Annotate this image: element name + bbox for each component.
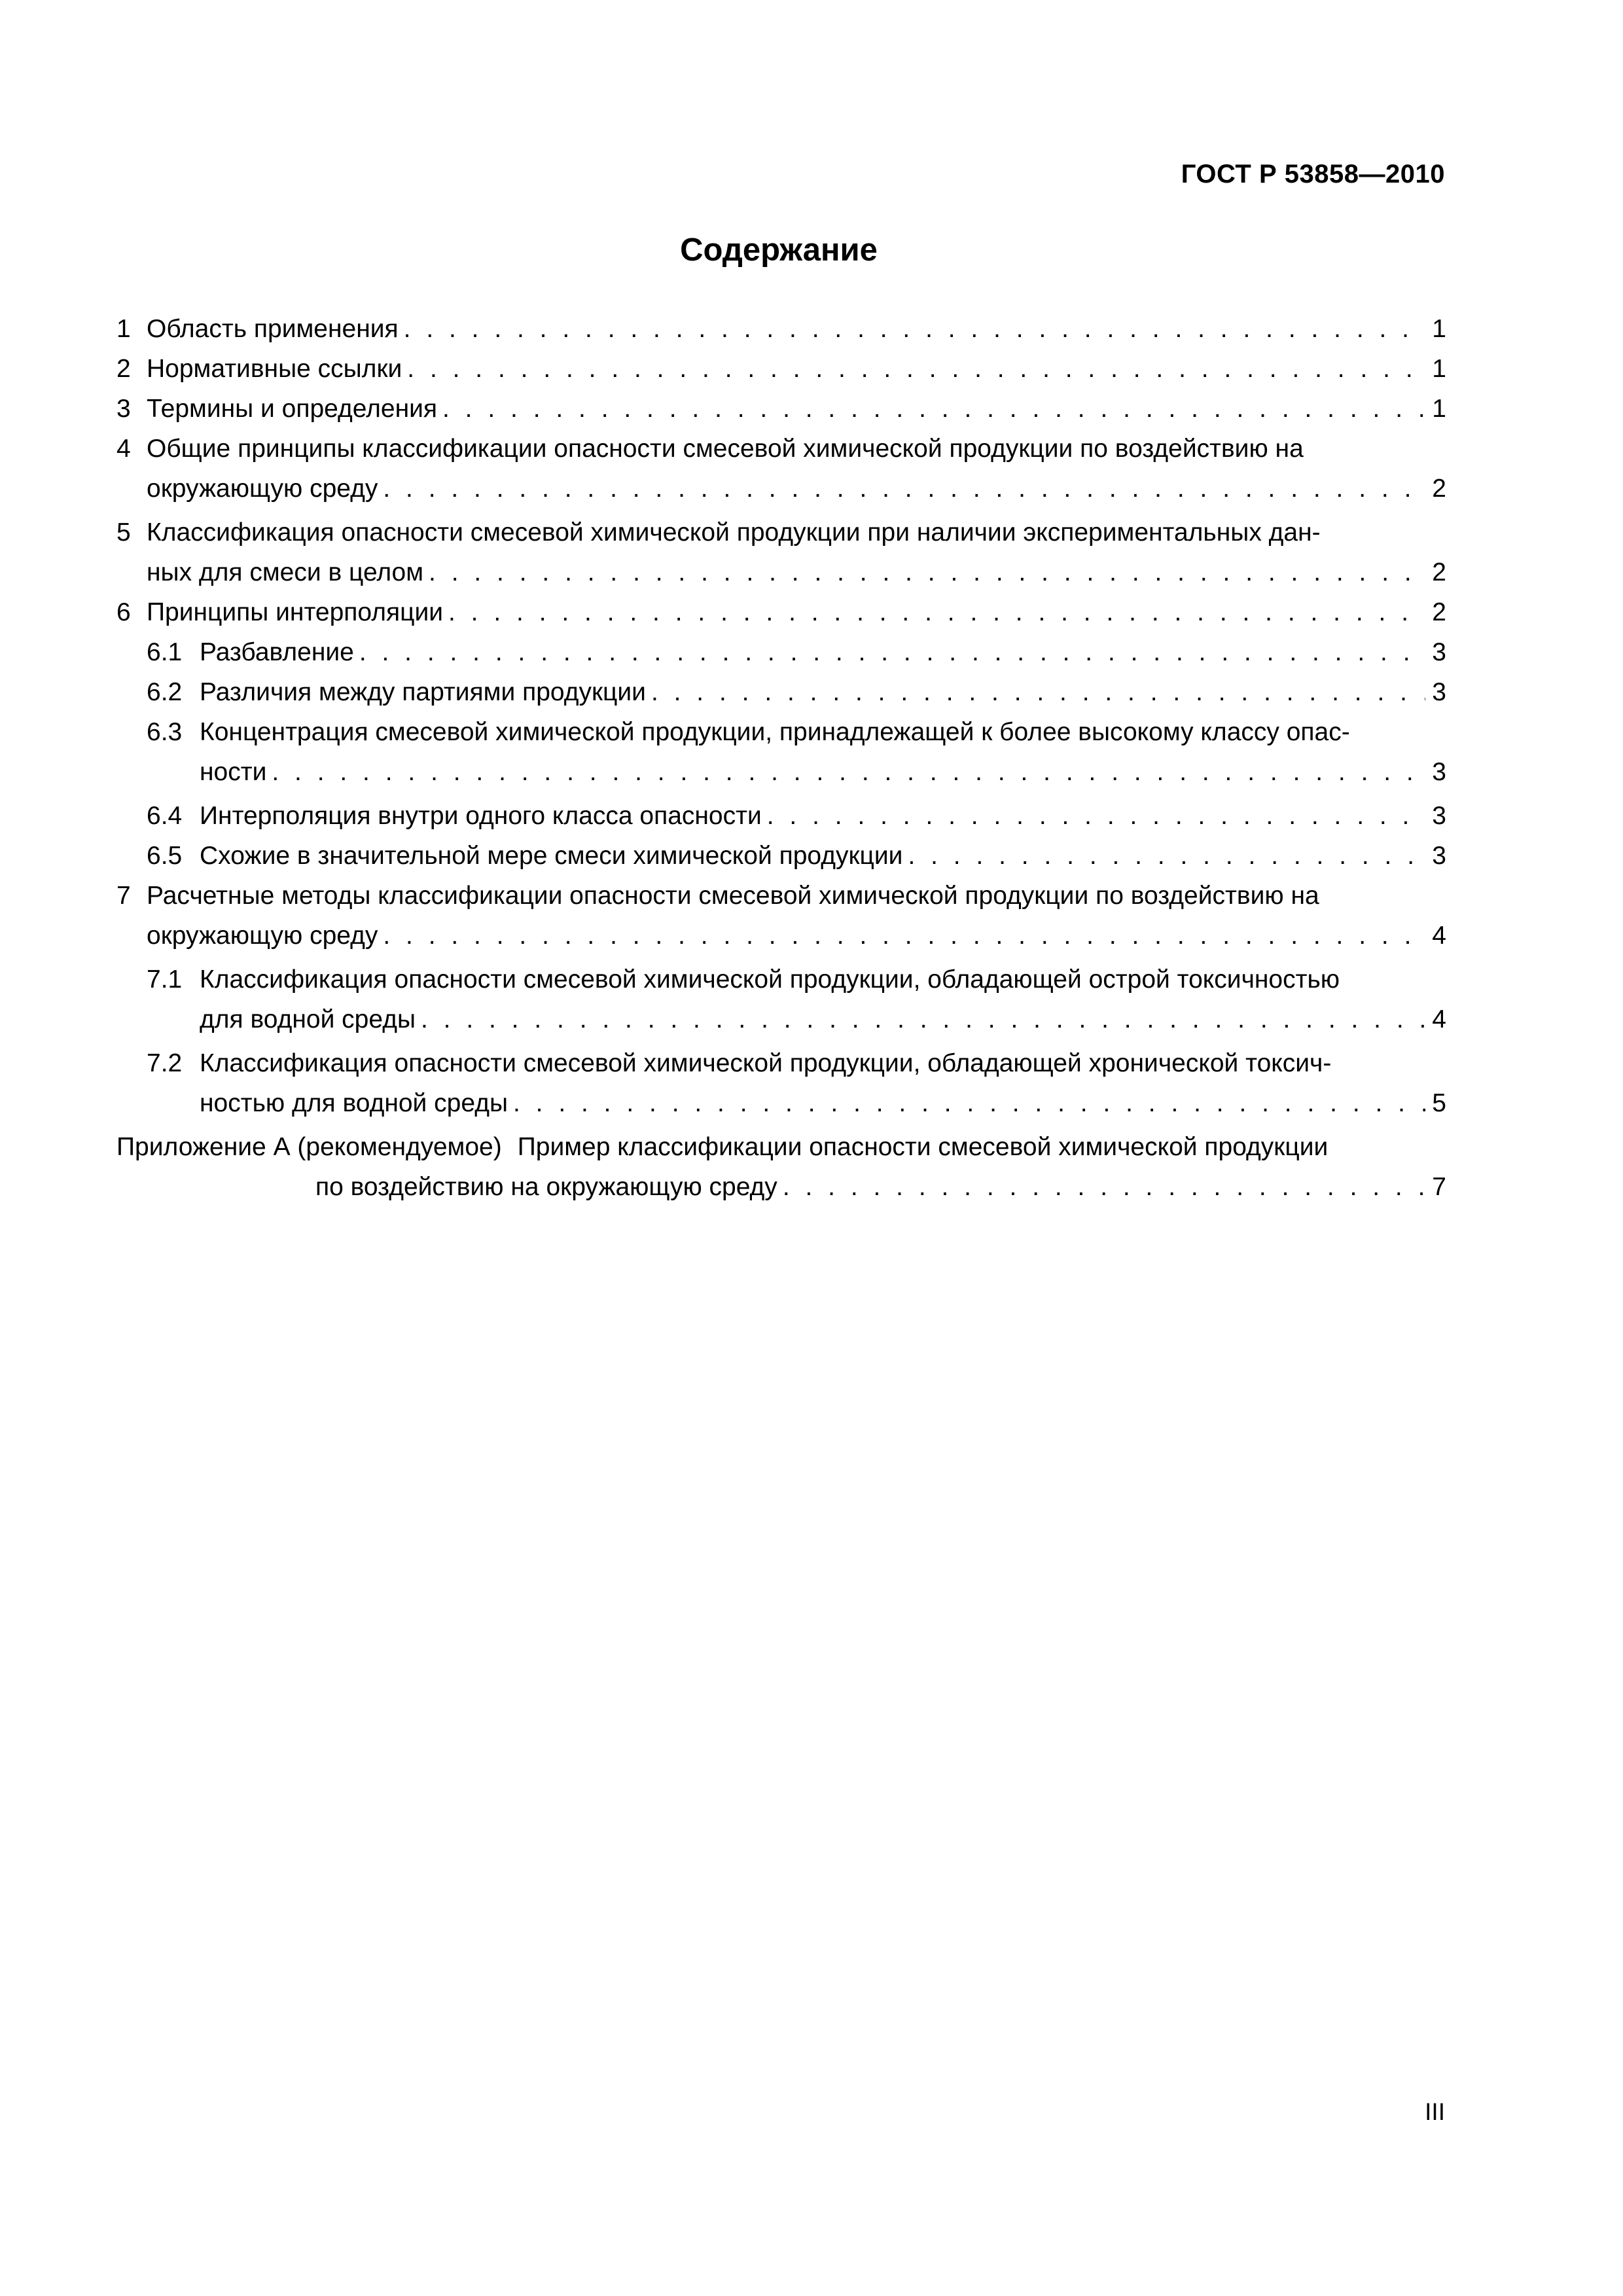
toc-entry-page: 5: [1432, 1089, 1446, 1117]
toc-entry-number: 6.2: [147, 678, 183, 706]
toc-entry-title-continued: ности: [200, 758, 267, 786]
toc-entry-title: Классификация опасности смесевой химической продукции при наличии экспериментальных дан-: [147, 518, 1321, 547]
toc-entry-title: Разбавление: [200, 638, 354, 666]
document-code: ГОСТ Р 53858—2010: [1181, 160, 1445, 188]
toc-entry-page: 3: [1432, 638, 1446, 666]
dot-leader: [272, 752, 1425, 792]
dot-leader: [783, 1167, 1425, 1207]
dot-leader: [407, 349, 1425, 389]
toc-entry-number: 6: [116, 598, 131, 626]
toc-entry-4[interactable]: [116, 429, 1446, 509]
toc-entry-title: Классификация опасности смесевой химической продукции, обладающей острой токсичностью: [200, 965, 1340, 994]
toc-entry-7[interactable]: [116, 876, 1446, 956]
toc-entry-page: 3: [1432, 678, 1446, 706]
toc-entry-page: 3: [1432, 842, 1446, 870]
toc-entry-page: 1: [1432, 315, 1446, 343]
toc-entry-2[interactable]: [116, 349, 1446, 389]
toc-entry-1[interactable]: [116, 309, 1446, 349]
toc-entry-annex-a[interactable]: [116, 1127, 1446, 1207]
toc-entry-title: Пример классификации опасности смесевой химической продукции: [517, 1133, 1329, 1161]
toc-entry-title: Термины и определения: [147, 395, 438, 423]
toc-entry-number: 6.5: [147, 842, 183, 870]
toc-entry-page: 2: [1432, 475, 1446, 503]
toc-entry-title: Принципы интерполяции: [147, 598, 444, 626]
toc-entry-title: Различия между партиями продукции: [200, 678, 646, 706]
toc-entry-title: Общие принципы классификации опасности смесевой химической продукции по воздействию на: [147, 435, 1304, 463]
dot-leader: [513, 1083, 1425, 1123]
toc-entry-number: 6.1: [147, 638, 183, 666]
toc-entry-6-3[interactable]: [116, 712, 1446, 792]
toc-entry-title: Расчетные методы классификации опасности смесевой химической продукции по воздействию на: [147, 882, 1319, 910]
toc-entry-number: 2: [116, 355, 131, 383]
dot-leader: [442, 389, 1425, 429]
toc-entry-number: 7.1: [147, 965, 183, 994]
toc-entry-page: 2: [1432, 558, 1446, 586]
toc-entry-title-continued: окружающую среду: [147, 475, 378, 503]
toc-entry-title-continued: окружающую среду: [147, 922, 378, 950]
dot-leader: [421, 999, 1425, 1039]
toc-entry-6[interactable]: [116, 592, 1446, 632]
dot-leader: [908, 836, 1425, 876]
toc-entry-title: Интерполяция внутри одного класса опасности: [200, 802, 762, 830]
toc-entry-6-2[interactable]: [116, 672, 1446, 712]
toc-entry-number: 7.2: [147, 1049, 183, 1077]
toc-entry-3[interactable]: [116, 389, 1446, 429]
toc-entry-number: 6.4: [147, 802, 183, 830]
toc-entry-title: Область применения: [147, 315, 399, 343]
dot-leader: [404, 309, 1425, 349]
toc-entry-number: 1: [116, 315, 131, 343]
toc-entry-title-continued: ных для смеси в целом: [147, 558, 424, 586]
dot-leader: [383, 916, 1425, 956]
toc-entry-page: 4: [1432, 922, 1446, 950]
toc-entry-6-5[interactable]: [116, 836, 1446, 876]
page-number: III: [1425, 2098, 1445, 2125]
toc-entry-page: 1: [1432, 355, 1446, 383]
toc-entry-number: 3: [116, 395, 131, 423]
toc-entry-number: 4: [116, 435, 131, 463]
toc-entry-title-continued: ностью для водной среды: [200, 1089, 508, 1117]
toc-entry-title: Концентрация смесевой химической продукции, принадлежащей к более высокому классу опас-: [200, 718, 1350, 746]
dot-leader: [651, 672, 1425, 712]
toc-entry-number: 7: [116, 882, 131, 910]
toc-entry-title-continued: для водной среды: [200, 1005, 416, 1033]
dot-leader: [429, 552, 1425, 592]
toc-entry-7-1[interactable]: [116, 960, 1446, 1039]
toc-entry-page: 7: [1432, 1173, 1446, 1201]
annex-heading: Приложение А (рекомендуемое): [116, 1133, 502, 1161]
toc-title: Содержание: [680, 232, 878, 268]
dot-leader: [767, 796, 1425, 836]
toc-entry-6-4[interactable]: [116, 796, 1446, 836]
toc-entry-page: 3: [1432, 758, 1446, 786]
toc-entry-title: Классификация опасности смесевой химической продукции, обладающей хронической токсич-: [200, 1049, 1332, 1077]
toc-entry-page: 2: [1432, 598, 1446, 626]
dot-leader: [383, 469, 1425, 509]
toc-entry-title: Нормативные ссылки: [147, 355, 402, 383]
toc-entry-number: 5: [116, 518, 131, 547]
table-of-contents: [116, 309, 1446, 1207]
toc-entry-title-continued: по воздействию на окружающую среду: [315, 1173, 777, 1201]
dot-leader: [359, 632, 1425, 672]
toc-entry-title: Схожие в значительной мере смеси химической продукции: [200, 842, 903, 870]
toc-entry-page: 4: [1432, 1005, 1446, 1033]
toc-entry-page: 3: [1432, 802, 1446, 830]
toc-entry-5[interactable]: [116, 512, 1446, 592]
toc-entry-6-1[interactable]: [116, 632, 1446, 672]
toc-entry-7-2[interactable]: [116, 1043, 1446, 1123]
dot-leader: [448, 592, 1425, 632]
toc-entry-page: 1: [1432, 395, 1446, 423]
toc-entry-number: 6.3: [147, 718, 183, 746]
